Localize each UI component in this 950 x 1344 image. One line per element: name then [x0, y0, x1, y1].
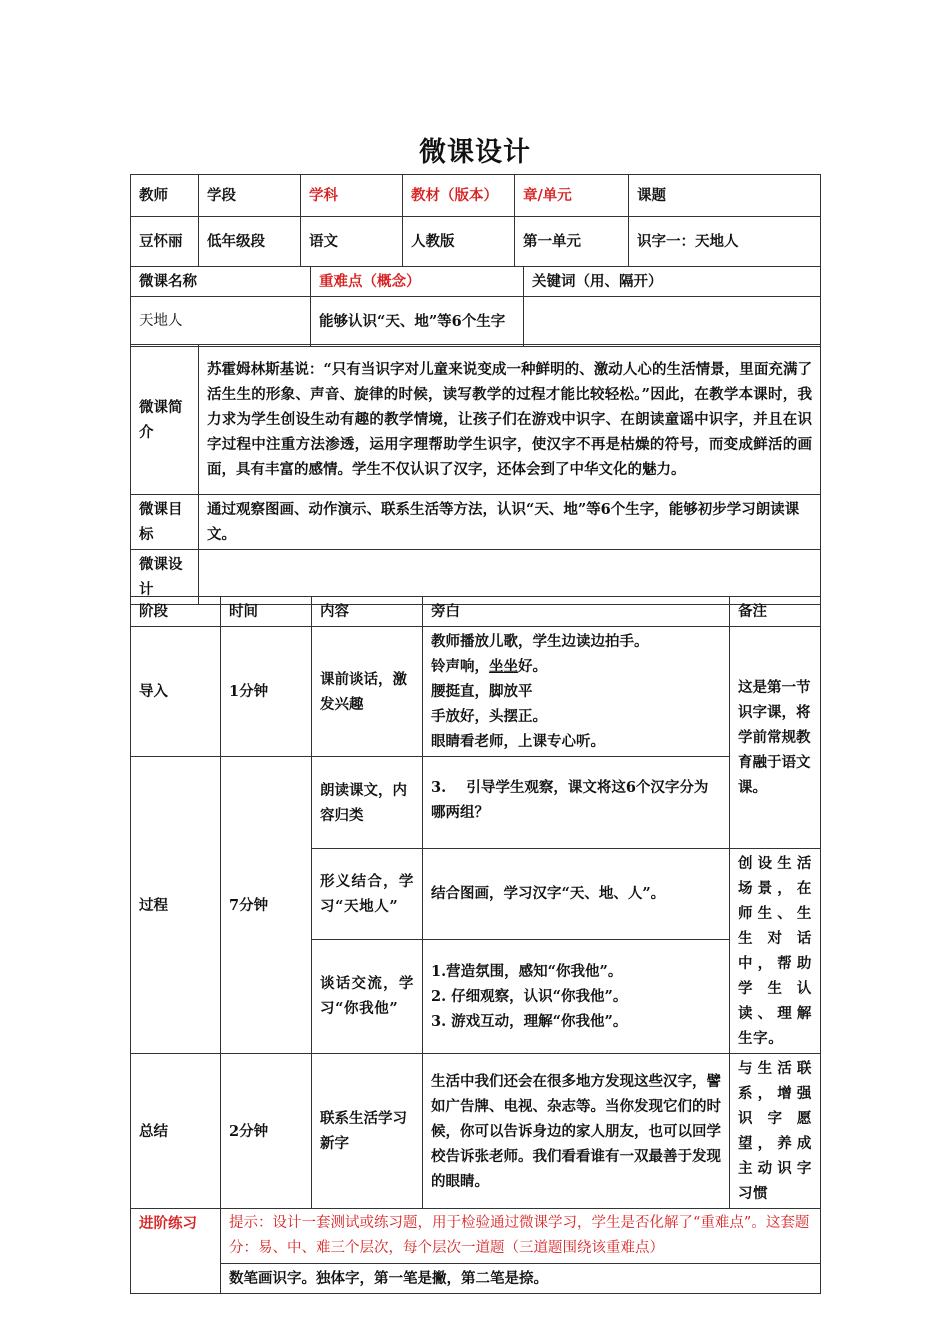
label-keywords: 关键词（用、隔开）: [524, 267, 821, 297]
table-row: [131, 1264, 821, 1294]
col-notes: 备注: [730, 597, 821, 627]
narration-process-1: 3. 引导学生观察，课文将这6个汉字分为哪两组？: [423, 757, 730, 849]
label-design: 微课设计: [131, 550, 199, 605]
stage-summary: 总结: [131, 1054, 221, 1209]
plan-table: [130, 596, 821, 1294]
note-process: 创设生活场景，在师生、生生对话中，帮助学生认读、理解生字。: [730, 849, 821, 1054]
time-process: 7分钟: [221, 757, 312, 1054]
narration-process-3: 1.营造氛围，感知“你我他”。 2. 仔细观察，认识“你我他”。 3. 游戏互动，理解“你我他”。: [423, 939, 730, 1053]
label-intro: 微课简介: [131, 345, 199, 495]
narration-process-2: 结合图画，学习汉字“天、地、人”。: [423, 849, 730, 940]
value-course-name: 天地人: [131, 297, 311, 347]
col-content: 内容: [312, 597, 423, 627]
content-summary: 联系生活学习新字: [312, 1054, 423, 1209]
value-keywords: [524, 297, 821, 347]
label-chapter: 章/单元: [515, 175, 629, 217]
advanced-hint: 提示：设计一套测试或练习题，用于检验通过微课学习，学生是否化解了“重难点”。这套题分：易、中、难三个层次，每个层次一道题（三道题围绕该重难点）: [221, 1209, 821, 1264]
time-summary: 2分钟: [221, 1054, 312, 1209]
value-textbook: 人教版: [403, 217, 515, 267]
value-chapter: 第一单元: [515, 217, 629, 267]
table-row: [131, 1209, 821, 1264]
intro-table: [130, 344, 821, 605]
col-time: 时间: [221, 597, 312, 627]
intro-text: 苏霍姆林斯基说：“只有当识字对儿童来说变成一种鲜明的、激动人心的生活情景，里面充满了活生生的形象、声音、旋律的时候，读写教学的过程才能比较轻松。”因此，在教学本课时，我力求为学生创设生动有趣的教学情境，让孩子们在游戏中识字、在朗读童谣中识字，并且在识字过程中注重方法渗透，运用字理帮助学生识字，使汉字不再是枯燥的符号，而变成鲜活的画面，具有丰富的感情。学生不仅认识了汉字，还体会到了中华文化的魅力。: [199, 345, 821, 495]
content-process-3: 谈话交流，学习“你我他”: [312, 939, 423, 1053]
content-process-2: 形义结合，学习“天地人”: [312, 849, 423, 940]
table-row: [131, 1054, 821, 1209]
label-course-name: 微课名称: [131, 267, 311, 297]
page-title: 微课设计: [419, 137, 531, 168]
label-textbook: 教材（版本）: [403, 175, 515, 217]
label-key-points: 重难点（概念）: [311, 267, 524, 297]
label-goal: 微课目标: [131, 495, 199, 550]
value-key-points: 能够认识“天、地”等6个生字: [311, 297, 524, 347]
label-teacher: 教师: [131, 175, 199, 217]
info-table: [130, 266, 821, 347]
label-subject: 学科: [301, 175, 403, 217]
value-subject: 语文: [301, 217, 403, 267]
label-advanced: 进阶练习: [131, 1209, 221, 1294]
narration-summary: 生活中我们还会在很多地方发现这些汉字，譬如广告牌、电视、杂志等。当你发现它们的时候，你可以告诉身边的家人朋友，也可以回学校告诉张老师。我们看看谁有一双最善于发现的眼睛。: [423, 1054, 730, 1209]
col-narration: 旁白: [423, 597, 730, 627]
advanced-exercise: 数笔画识字。独体字，第一笔是撇，第二笔是捺。: [221, 1264, 821, 1294]
col-stage: 阶段: [131, 597, 221, 627]
table-row: [131, 627, 821, 757]
label-topic: 课题: [629, 175, 821, 217]
label-stage: 学段: [199, 175, 301, 217]
header-table: [130, 174, 821, 267]
content-process-1: 朗读课文，内容归类: [312, 757, 423, 849]
stage-intro: 导入: [131, 627, 221, 757]
value-stage: 低年级段: [199, 217, 301, 267]
note-intro: 这是第一节识字课，将学前常规教育融于语文课。: [730, 627, 821, 849]
narration-intro: 教师播放儿歌，学生边读边拍手。 铃声响，坐坐好。 腰挺直，脚放平 手放好，头摆正。 眼睛看老师，上课专心听。: [423, 627, 730, 757]
value-teacher: 豆怀丽: [131, 217, 199, 267]
note-summary: 与生活联系，增强识字愿望，养成主动识字习惯: [730, 1054, 821, 1209]
value-topic: 识字一：天地人: [629, 217, 821, 267]
table-row: [131, 757, 821, 849]
goal-text: 通过观察图画、动作演示、联系生活等方法，认识“天、地”等6个生字，能够初步学习朗读课文。: [199, 495, 821, 550]
stage-process: 过程: [131, 757, 221, 1054]
content-intro: 课前谈话，激发兴趣: [312, 627, 423, 757]
time-intro: 1分钟: [221, 627, 312, 757]
